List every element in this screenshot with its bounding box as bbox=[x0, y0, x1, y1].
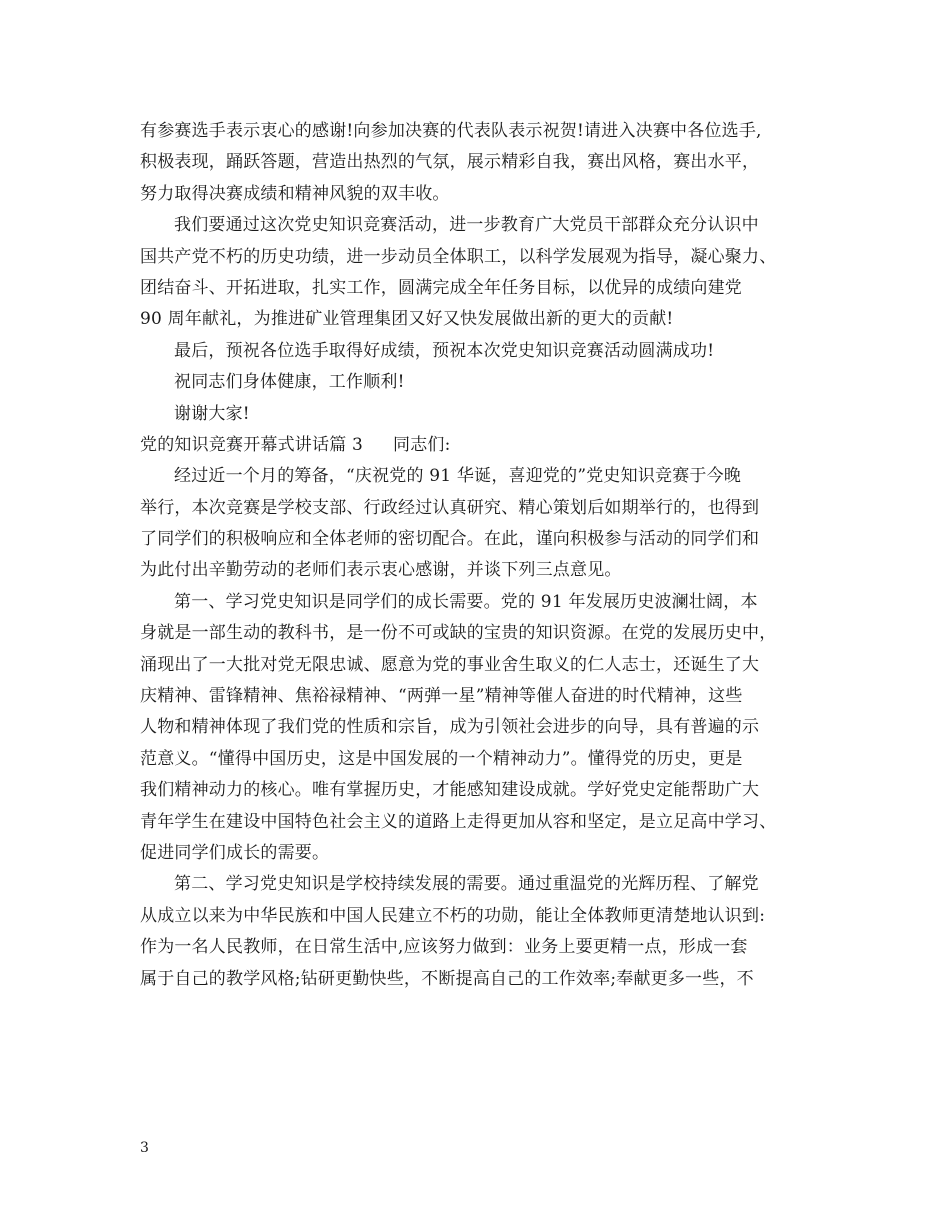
text-line: 第一、学习党史知识是同学们的成长需要。党的 91 年发展历史波澜壮阔，本 bbox=[174, 591, 758, 612]
page-number: 3 bbox=[140, 1140, 149, 1156]
text-block-opening bbox=[140, 116, 820, 430]
text-line: 了同学们的积极响应和全体老师的密切配合。在此，谨向积极参与活动的同学们和 bbox=[140, 529, 760, 550]
text-line: 身就是一部生动的教科书，是一份不可或缺的宝贵的知识资源。在党的发展历史中， bbox=[140, 623, 777, 644]
section-heading bbox=[140, 430, 820, 461]
text-line: 90 周年献礼，为推进矿业管理集团又好又快发展做出新的更大的贡献! bbox=[140, 309, 674, 330]
text-line: 积极表现，踊跃答题，营造出热烈的气氛，展示精彩自我，赛出风格，赛出水平， bbox=[140, 152, 760, 173]
text-line: 最后，预祝各位选手取得好成绩，预祝本次党史知识竞赛活动圆满成功! bbox=[174, 340, 715, 361]
text-line: 国共产党不朽的历史功绩，进一步动员全体职工，以科学发展观为指导，凝心聚力、 bbox=[140, 246, 777, 267]
text-line: 促进同学们成长的需要。 bbox=[140, 842, 330, 863]
text-line: 庆精神、雷锋精神、焦裕禄精神、“两弹一星”精神等催人奋进的时代精神，这些 bbox=[140, 686, 743, 707]
text-line: 有参赛选手表示衷心的感谢!向参加决赛的代表队表示祝贺!请进入决赛中各位选手, bbox=[140, 121, 762, 141]
text-line: 第二、学习党史知识是学校持续发展的需要。通过重温党的光辉历程、了解党 bbox=[174, 874, 759, 895]
text-line: 涌现出了一大批对党无限忠诚、愿意为党的事业舍生取义的仁人志士，还诞生了大 bbox=[140, 654, 760, 675]
text-line: 谢谢大家! bbox=[174, 403, 250, 424]
text-line: 范意义。“懂得中国历史，这是中国发展的一个精神动力”。懂得党的历史，更是 bbox=[140, 748, 743, 769]
text-line: 举行，本次竞赛是学校支部、行政经过认真研究、精心策划后如期举行的，也得到 bbox=[140, 497, 760, 518]
text-block-section-3 bbox=[140, 461, 820, 995]
text-line: 属于自己的教学风格;钻研更勤快些，不断提高自己的工作效率;奉献更多一些，不 bbox=[140, 968, 754, 989]
text-line: 作为一名人民教师，在日常生活中,应该努力做到：业务上要更精一点，形成一套 bbox=[140, 937, 748, 958]
text-line: 青年学生在建设中国特色社会主义的道路上走得更加从容和坚定，是立足高中学习、 bbox=[140, 811, 777, 832]
text-line: 经过近一个月的筹备，“庆祝党的 91 华诞，喜迎党的”党史知识竞赛于今晚 bbox=[174, 466, 742, 487]
text-line: 我们精神动力的核心。唯有掌握历史，才能感知建设成就。学好党史定能帮助广大 bbox=[140, 780, 760, 801]
text-line: 祝同志们身体健康，工作顺利! bbox=[174, 372, 405, 393]
text-line: 从成立以来为中华民族和中国人民建立不朽的功勋，能让全体教师更清楚地认识到: bbox=[140, 905, 766, 926]
text-line: 为此付出辛勤劳动的老师们表示衷心感谢，并谈下列三点意见。 bbox=[140, 560, 622, 581]
text-line: 我们要通过这次党史知识竞赛活动，进一步教育广大党员干部群众充分认识中 bbox=[174, 215, 759, 236]
text-line: 努力取得决赛成绩和精神风貌的双丰收。 bbox=[140, 183, 450, 204]
heading-salutation: 同志们: bbox=[393, 434, 451, 455]
text-line: 团结奋斗、开拓进取，扎实工作，圆满完成全年任务目标，以优异的成绩向建党 bbox=[140, 277, 742, 298]
heading-title: 党的知识竞赛开幕式讲话篇 3 bbox=[140, 434, 364, 455]
text-line: 人物和精神体现了我们党的性质和宗旨，成为引领社会进步的向导，具有普遍的示 bbox=[140, 717, 760, 738]
document-body bbox=[140, 116, 820, 995]
